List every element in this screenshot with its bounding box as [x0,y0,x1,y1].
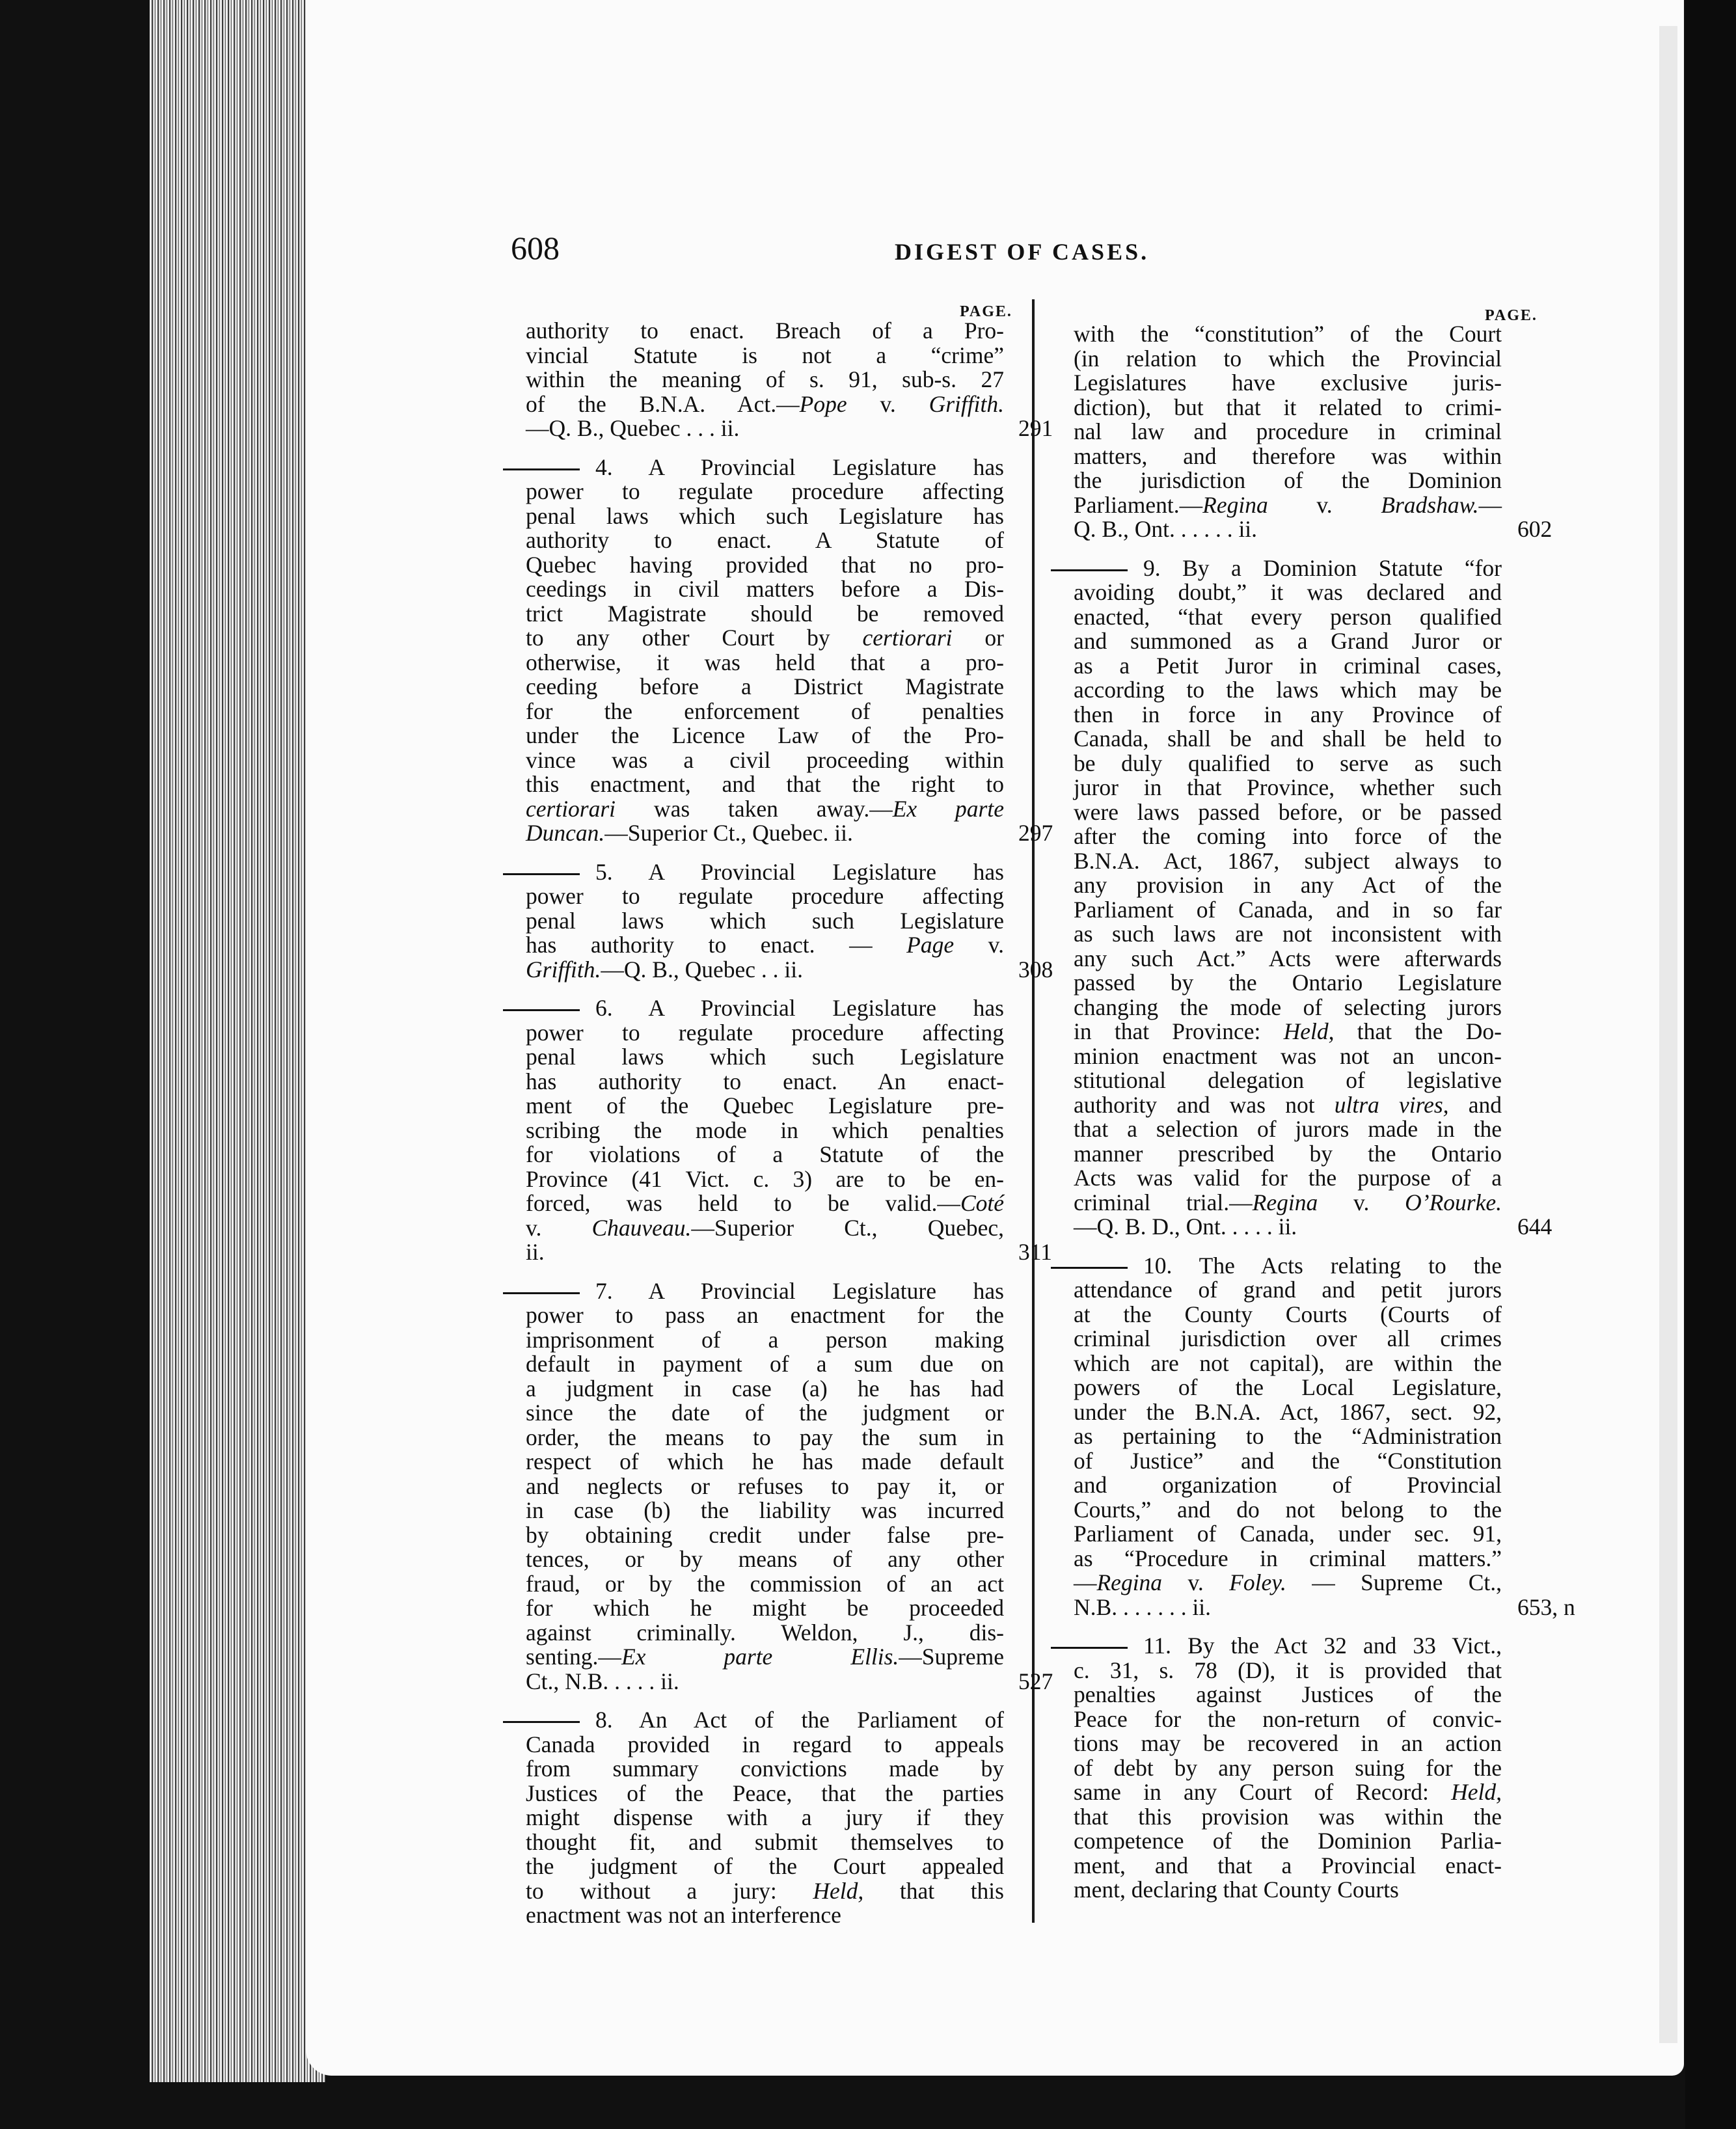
line-text: and summoned as a Grand Juror or [1074,628,1502,654]
line-text: of the B.N.A. Act.—Pope v. Griffith. [526,390,1004,417]
line-text: in case (b) the liability was incurred [526,1497,1004,1523]
text-line [1074,580,1502,605]
text-line [1074,556,1502,581]
line-text: Parliament of Canada, under sec. 91, [1074,1521,1502,1547]
text-line [526,368,1004,392]
facing-page-edge [1659,26,1677,2043]
line-text: ment, and that a Provincial enact- [1074,1852,1502,1878]
text-line [526,1806,1004,1830]
line-text: juror in that Province, whether such [1074,774,1502,800]
page-reference: 291 [1018,415,1053,441]
text-line [526,1377,1004,1402]
text-line [526,933,1004,958]
text-line [1074,1142,1502,1167]
line-text: Parliament of Canada, and in so far [1074,896,1502,923]
text-line [526,1830,1004,1855]
line-text: Ct., N.B. . . . . ii. [526,1668,679,1694]
line-text: 4. A Provincial Legislature has [595,454,1004,480]
text-line [1074,703,1502,727]
text-line [1074,971,1502,996]
entry-dash [503,873,580,875]
left-entry [526,995,1052,1265]
line-text: changing the mode of selecting jurors [1074,994,1502,1020]
line-text: fraud, or by the commission of an act [526,1570,1004,1597]
text-line [526,553,1004,578]
line-text: since the date of the judgment or [526,1400,1004,1426]
line-text: Peace for the non-return of convic- [1074,1705,1502,1732]
line-text: penal laws which such Legislature has [526,502,1004,529]
text-line [526,1303,1004,1328]
line-text: against criminally. Weldon, J., dis- [526,1619,1004,1646]
text-line [526,748,1004,773]
line-text: has authority to enact. An enact- [526,1068,1004,1094]
line-text: Legislatures have exclusive juris- [1074,370,1502,396]
text-line [526,1621,1004,1646]
text-line [1074,1254,1502,1279]
line-text: that a selection of jurors made in the [1074,1116,1502,1142]
text-line [1074,1498,1502,1523]
text-line [1074,1400,1502,1425]
page-reference: 311 [1018,1239,1052,1265]
text-line [1074,1878,1502,1903]
line-text: penal laws which such Legislature [526,1044,1004,1070]
line-text: Griffith.—Q. B., Quebec . . ii. [526,956,803,983]
line-text: after the coming into force of the [1074,823,1502,849]
text-line [526,602,1004,627]
text-line [526,344,1004,368]
text-line [1074,493,1502,518]
text-line [526,1426,1004,1450]
line-text: that this provision was within the [1074,1803,1502,1830]
line-text: forced, was held to be valid.—Coté [526,1190,1004,1216]
text-line [526,1596,1004,1621]
text-line [526,1450,1004,1474]
line-text: Acts was valid for the purpose of a [1074,1165,1502,1191]
text-line [1074,1707,1502,1732]
text-line [526,1352,1004,1377]
text-line [1074,1593,1575,1620]
line-text: and organization of Provincial [1074,1472,1502,1498]
line-text: powers of the Local Legislature, [1074,1374,1502,1400]
page-reference: 653, n [1517,1593,1575,1620]
text-line [1074,922,1502,947]
line-text: Quebec having provided that no pro- [526,551,1004,578]
line-text: power to regulate procedure affecting [526,478,1004,504]
line-text: certiorari was taken away.—Ex parte [526,795,1004,822]
right-column [1074,321,1575,1917]
line-text: —Q. B. D., Ont. . . . . ii. [1074,1214,1297,1240]
text-line [1074,1191,1502,1215]
running-title: DIGEST OF CASES. [895,239,1150,265]
text-line [1074,629,1502,654]
text-line [526,626,1004,651]
text-line [1074,1278,1502,1303]
text-line [1074,1303,1502,1327]
left-entry [526,1708,1004,1928]
text-line [526,699,1004,724]
text-line [526,528,1004,553]
text-line [1074,824,1502,849]
line-text: Canada provided in regard to appeals [526,1731,1004,1757]
text-line [1074,322,1502,347]
book-page-edges [150,0,325,2082]
text-line [526,1474,1004,1499]
text-line [526,1401,1004,1426]
text-line [1074,1093,1502,1118]
entry-dash [503,1721,580,1723]
text-line [526,797,1004,822]
line-text: any provision in any Act of the [1074,872,1502,898]
line-text: nal law and procedure in criminal [1074,418,1502,444]
line-text: c. 31, s. 78 (D), it is provided that [1074,1657,1502,1683]
text-line [526,1733,1004,1757]
text-line [526,319,1004,344]
text-line [1074,996,1502,1020]
text-line [1074,849,1502,874]
text-line [1074,1068,1502,1093]
line-text: ceeding before a District Magistrate [526,673,1004,699]
text-line [1074,420,1502,444]
text-line [526,504,1004,529]
text-line [1074,1829,1502,1854]
text-line [526,909,1004,934]
line-text: same in any Court of Record: Held, [1074,1779,1502,1805]
text-line [526,1854,1004,1879]
line-text: passed by the Ontario Legislature [1074,970,1502,996]
line-text: ii. [526,1239,545,1265]
right-column-page-label: PAGE. [1485,307,1538,324]
line-text: default in payment of a sum due on [526,1351,1004,1377]
line-text: were laws passed before, or be passed [1074,798,1502,825]
text-line [1074,1780,1502,1805]
line-text: penalties against Justices of the [1074,1681,1502,1707]
text-line [1074,1571,1502,1595]
page-reference: 602 [1517,516,1553,542]
line-text: at the County Courts (Courts of [1074,1301,1502,1327]
line-text: any such Act.” Acts were afterwards [1074,945,1502,971]
line-text: for which he might be proceeded [526,1595,1004,1621]
line-text: 10. The Acts relating to the [1143,1252,1502,1279]
text-line [1074,371,1502,396]
line-text: with the “constitution” of the Court [1074,321,1502,347]
line-text: N.B. . . . . . . ii. [1074,1593,1212,1620]
line-text: enactment was not an interference [526,1902,841,1928]
line-text: Duncan.—Superior Ct., Quebec. ii. [526,820,853,846]
text-line [526,1239,1052,1265]
text-line [1074,1424,1502,1449]
line-text: has authority to enact. — Page v. [526,932,1004,958]
text-line [1074,1214,1553,1240]
text-line [526,996,1004,1021]
line-text: this enactment, and that the right to [526,771,1004,797]
text-line [526,1070,1004,1094]
line-text: —Q. B., Quebec . . . ii. [526,415,740,441]
right-entry [1074,554,1553,1240]
line-text: authority to enact. Breach of a Pro- [526,318,1004,344]
text-line [526,1645,1004,1670]
running-head [511,229,1200,268]
line-text: vincial Statute is not a “crime” [526,342,1004,368]
text-line [526,884,1004,909]
line-text: according to the laws which may be [1074,677,1502,703]
text-line [526,1782,1004,1806]
page-reference: 527 [1018,1668,1053,1694]
text-line [1074,1805,1502,1830]
line-text: to any other Court by certiorari or [526,625,1004,651]
right-entry [1074,321,1553,542]
line-text: 6. A Provincial Legislature has [595,995,1004,1021]
line-text: avoiding doubt,” it was declared and [1074,579,1502,605]
left-column [526,318,1053,1942]
line-text: —Regina v. Foley. — Supreme Ct., [1074,1569,1502,1595]
line-text: the jurisdiction of the Dominion [1074,467,1502,493]
page-reference: 644 [1517,1214,1553,1240]
text-line [526,860,1004,885]
line-text: thought fit, and submit themselves to [526,1828,1004,1855]
line-text: might dispense with a jury if they [526,1804,1004,1830]
text-line [1074,516,1553,542]
line-text: power to regulate procedure affecting [526,883,1004,909]
line-text: B.N.A. Act, 1867, subject always to [1074,847,1502,874]
page-reference: 297 [1018,820,1053,846]
line-text: otherwise, it was held that a pro- [526,649,1004,675]
text-line [1074,1449,1502,1474]
line-text: Q. B., Ont. . . . . . ii. [1074,516,1258,542]
line-text: a judgment in case (a) he has had [526,1375,1004,1402]
line-text: scribing the mode in which penalties [526,1117,1004,1143]
left-entry [526,318,1053,441]
text-line [1074,1376,1502,1400]
text-line [1074,605,1502,630]
text-line [1074,1547,1502,1571]
line-text: imprisonment of a person making [526,1326,1004,1353]
text-line [1074,1756,1502,1781]
text-line [526,1547,1004,1572]
text-line [1074,898,1502,923]
line-text: power to pass an enactment for the [526,1302,1004,1328]
line-text: 11. By the Act 32 and 33 Vict., [1143,1633,1502,1659]
text-line [526,1167,1004,1192]
line-text: be duly qualified to serve as such [1074,750,1502,776]
text-line [526,1279,1004,1304]
line-text: vince was a civil proceeding within [526,746,1004,773]
line-text: diction), but that it related to crimi- [1074,394,1502,420]
left-entry [526,858,1053,983]
line-text: 9. By a Dominion Statute “for [1143,554,1502,581]
line-text: respect of which he has made default [526,1448,1004,1474]
text-line [1074,1634,1502,1659]
line-text: in that Province: Held, that the Do- [1074,1018,1502,1044]
text-line [1074,347,1502,372]
line-text: for violations of a Statute of the [526,1141,1004,1167]
line-text: minion enactment was not an uncon- [1074,1042,1502,1069]
text-line [1074,1020,1502,1044]
line-text: competence of the Dominion Parlia- [1074,1828,1502,1854]
text-line [526,577,1004,602]
line-text: attendance of grand and petit jurors [1074,1277,1502,1303]
line-text: as “Procedure in criminal matters.” [1074,1545,1502,1571]
text-line [526,1094,1004,1119]
line-text: ceedings in civil matters before a Dis- [526,576,1004,602]
page-number: 608 [511,230,560,266]
text-line [526,1903,1004,1928]
text-line [1074,776,1502,800]
text-line [1074,1854,1502,1878]
text-line [1074,1044,1502,1069]
line-text: senting.—Ex parte Ellis.—Supreme [526,1644,1004,1670]
text-line [1074,873,1502,898]
line-text: to without a jury: Held, that this [526,1877,1004,1904]
text-line [526,455,1004,480]
text-line [526,1668,1053,1694]
line-text: penal laws which such Legislature [526,907,1004,934]
line-text: order, the means to pay the sum in [526,1424,1004,1450]
text-line [1074,1117,1502,1142]
right-entry [1074,1634,1502,1903]
line-text: and neglects or refuses to pay it, or [526,1472,1004,1499]
page-reference: 308 [1018,956,1053,983]
text-line [1074,1731,1502,1756]
line-text: matters, and therefore was within [1074,442,1502,469]
text-line [1074,1166,1502,1191]
text-line [1074,468,1502,493]
line-text: of debt by any person suing for the [1074,1754,1502,1781]
left-entry [526,1277,1053,1694]
text-line [1074,444,1502,469]
line-text: 7. A Provincial Legislature has [595,1277,1004,1304]
text-line [526,1498,1004,1523]
line-text: of Justice” and the “Constitution [1074,1447,1502,1474]
text-line [1074,800,1502,825]
text-line [1074,947,1502,971]
line-text: authority and was not ultra vires, and [1074,1091,1502,1118]
line-text: manner prescribed by the Ontario [1074,1140,1502,1167]
line-text: as pertaining to the “Administration [1074,1423,1502,1449]
text-line [526,1328,1004,1353]
entry-dash [503,1292,580,1294]
line-text: from summary convictions made by [526,1756,1004,1782]
text-line [1074,752,1502,776]
text-line [526,415,1053,441]
text-line [1074,396,1502,420]
line-text: within the meaning of s. 91, sub-s. 27 [526,366,1004,392]
line-text: 5. A Provincial Legislature has [595,858,1004,885]
scan-border [1685,0,1736,2129]
line-text: under the Licence Law of the Pro- [526,722,1004,748]
text-line [526,1216,1004,1241]
line-text: as such laws are not inconsistent with [1074,921,1502,947]
text-line [1074,678,1502,703]
text-line [526,1143,1004,1167]
line-text: which are not capital), are within the [1074,1349,1502,1376]
line-text: (in relation to which the Provincial [1074,345,1502,372]
line-text: Province (41 Vict. c. 3) are to be en- [526,1165,1004,1192]
text-line [526,1572,1004,1597]
line-text: the judgment of the Court appealed [526,1853,1004,1879]
line-text: for the enforcement of penalties [526,698,1004,724]
text-line [526,1708,1004,1733]
line-text: criminal trial.—Regina v. O’Rourke. [1074,1189,1502,1215]
text-line [1074,1683,1502,1707]
line-text: authority to enact. A Statute of [526,527,1004,553]
text-line [526,480,1004,504]
entry-dash [1051,1647,1128,1649]
text-line [1074,654,1502,679]
text-line [526,820,1053,846]
line-text: 8. An Act of the Parliament of [595,1707,1004,1733]
text-line [1074,1473,1502,1498]
entry-dash [1051,569,1128,571]
line-text: stitutional delegation of legislative [1074,1067,1502,1093]
line-text: Parliament.—Regina v. Bradshaw.— [1074,491,1502,518]
text-line [526,675,1004,699]
line-text: then in force in any Province of [1074,701,1502,727]
text-line [526,1119,1004,1143]
line-text: ment, declaring that County Courts [1074,1877,1399,1903]
text-line [1074,1327,1502,1351]
line-text: trict Magistrate should be removed [526,600,1004,627]
line-text: Courts,” and do not belong to the [1074,1496,1502,1523]
line-text: Justices of the Peace, that the parties [526,1780,1004,1806]
entry-dash [503,1009,580,1011]
line-text: v. Chauveau.—Superior Ct., Quebec, [526,1214,1004,1241]
line-text: ment of the Quebec Legislature pre- [526,1092,1004,1119]
left-column-page-label: PAGE. [960,303,1012,320]
text-line [1074,727,1502,752]
line-text: Canada, shall be and shall be held to [1074,725,1502,752]
line-text: enacted, “that every person qualified [1074,603,1502,630]
entry-dash [1051,1267,1128,1269]
text-line [1074,1522,1502,1547]
line-text: power to regulate procedure affecting [526,1019,1004,1046]
text-line [526,1021,1004,1046]
text-line [1074,1659,1502,1683]
text-line [1074,1351,1502,1376]
text-line [526,1879,1004,1904]
line-text: as a Petit Juror in criminal cases, [1074,652,1502,679]
line-text: by obtaining credit under false pre- [526,1521,1004,1548]
text-line [526,1523,1004,1548]
entry-dash [503,468,580,470]
line-text: tions may be recovered in an action [1074,1730,1502,1756]
line-text: tences, or by means of any other [526,1546,1004,1572]
right-entry [1074,1252,1575,1620]
text-line [526,724,1004,748]
left-entry [526,454,1053,846]
text-line [526,772,1004,797]
text-line [526,1757,1004,1782]
text-line [526,651,1004,675]
text-line [526,392,1004,417]
line-text: criminal jurisdiction over all crimes [1074,1325,1502,1351]
text-line [526,956,1053,983]
line-text: under the B.N.A. Act, 1867, sect. 92, [1074,1398,1502,1425]
text-line [526,1191,1004,1216]
text-line [526,1045,1004,1070]
